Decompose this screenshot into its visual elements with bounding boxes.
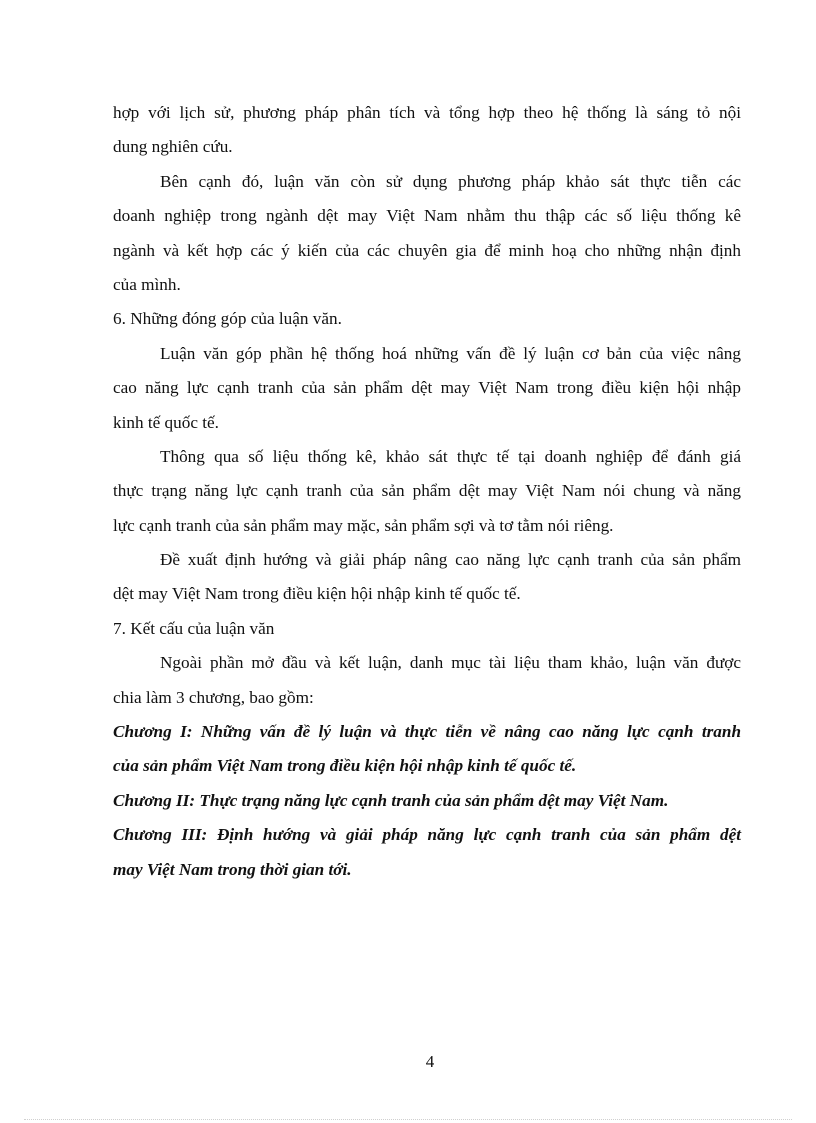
chapter-1-line: của sản phẩm Việt Nam trong điều kiện hội nhập kinh tế quốc tế.	[113, 756, 577, 776]
text-line: kinh tế quốc tế.	[113, 412, 219, 432]
text-line: cao năng lực cạnh tranh của sản phẩm dệt may Việt Nam trong điều kiện hội nhập	[113, 378, 741, 398]
document-body	[113, 96, 741, 887]
section-heading-7: 7. Kết cấu của luận văn	[113, 618, 275, 638]
text-line: ngành và kết hợp các ý kiến của các chuyên gia để minh hoạ cho những nhận định	[113, 240, 741, 260]
text-line: lực cạnh tranh của sản phẩm may mặc, sản phẩm sợi và tơ tằm nói riêng.	[113, 515, 614, 535]
chapter-2-line: Chương II: Thực trạng năng lực cạnh tranh của sản phẩm dệt may Việt Nam.	[113, 790, 669, 810]
text-line: của mình.	[113, 274, 181, 294]
text-line: chia làm 3 chương, bao gồm:	[113, 687, 314, 707]
section-heading-6: 6. Những đóng góp của luận văn.	[113, 309, 342, 329]
text-line: Bên cạnh đó, luận văn còn sử dụng phương pháp khảo sát thực tiễn các	[160, 171, 741, 191]
text-line: hợp với lịch sử, phương pháp phân tích và tổng hợp theo hệ thống là sáng tỏ nội	[113, 103, 741, 122]
page-bottom-divider	[24, 1119, 792, 1120]
text-line: dung nghiên cứu.	[113, 137, 233, 157]
chapter-3-line: Chương III: Định hướng và giải pháp năng lực cạnh tranh của sản phẩm dệt	[113, 825, 741, 845]
text-line: Đề xuất định hướng và giải pháp nâng cao năng lực cạnh tranh của sản phẩm	[160, 550, 741, 570]
text-line: Thông qua số liệu thống kê, khảo sát thực tế tại doanh nghiệp để đánh giá	[160, 446, 741, 466]
chapter-3-line: may Việt Nam trong thời gian tới.	[113, 859, 352, 879]
text-line: doanh nghiệp trong ngành dệt may Việt Nam nhằm thu thập các số liệu thống kê	[113, 206, 741, 226]
text-line: thực trạng năng lực cạnh tranh của sản phẩm dệt may Việt Nam nói chung và năng	[113, 481, 741, 501]
page-number: 4	[425, 1052, 435, 1071]
text-line: Ngoài phần mở đầu và kết luận, danh mục tài liệu tham khảo, luận văn được	[160, 653, 741, 673]
text-line: dệt may Việt Nam trong điều kiện hội nhập kinh tế quốc tế.	[113, 584, 521, 604]
text-line: Luận văn góp phần hệ thống hoá những vấn đề lý luận cơ bản của việc nâng	[160, 343, 741, 363]
chapter-1-line: Chương I: Những vấn đề lý luận và thực tiễn về nâng cao năng lực cạnh tranh	[113, 722, 741, 742]
